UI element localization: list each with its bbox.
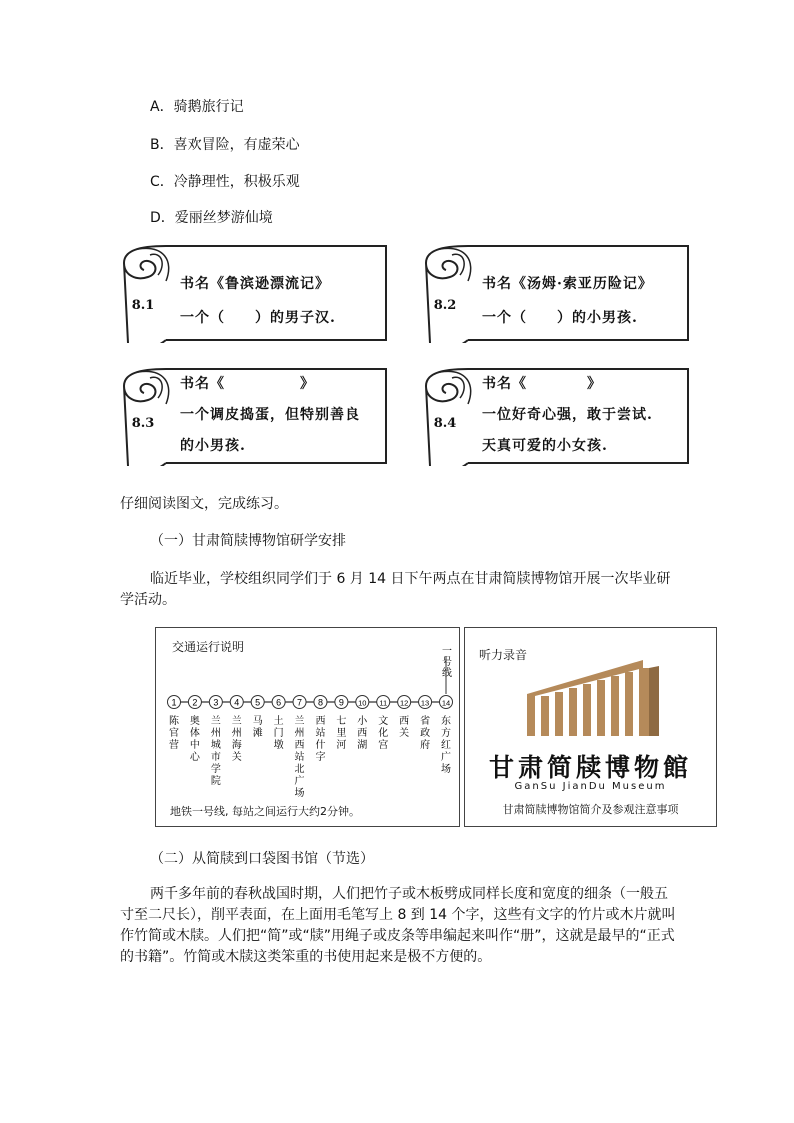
station-number: 13 xyxy=(420,698,430,708)
station-number: 11 xyxy=(379,698,388,708)
station-name-char: 北 xyxy=(294,764,305,775)
station-name-char: 站 xyxy=(315,728,326,739)
option-c: C．冷静理性，积极乐观 xyxy=(150,174,300,190)
station-name-char: 体 xyxy=(189,728,200,739)
station-name-char: 湖 xyxy=(357,740,368,751)
card-number: 8.3 xyxy=(131,416,155,431)
station-name-char: 兰 xyxy=(231,716,242,727)
card-line: 一个（ ）的小男孩. xyxy=(482,310,638,326)
station-name-char: 兰 xyxy=(210,716,221,727)
station-name-char: 西 xyxy=(357,728,368,739)
section1-body: 临近毕业，学校组织同学们于 6 月 14 日下午两点在甘肃简牍博物馆开展一次毕业研学活动。 xyxy=(120,571,671,608)
station-number: 10 xyxy=(358,698,367,708)
option-a: A．骑鹅旅行记 xyxy=(150,99,244,115)
card-line: 一个（ ）的男子汉. xyxy=(180,310,336,326)
card-line: 的小男孩. xyxy=(180,438,246,454)
station-name-char: 河 xyxy=(336,740,347,751)
scroll-card-8-4 xyxy=(420,366,690,466)
station-number: 8 xyxy=(317,697,323,708)
card-number: 8.1 xyxy=(131,298,155,313)
station-name-char: 奥 xyxy=(189,716,200,727)
audio-caption: 甘肃简牍博物馆简介及参观注意事项 xyxy=(502,803,679,816)
line-label: 一号线 xyxy=(442,646,452,679)
station-number: 7 xyxy=(297,697,303,708)
station-name-char: 西 xyxy=(399,716,410,727)
station-name-char: 红 xyxy=(441,740,451,751)
station-number: 2 xyxy=(192,697,198,708)
station-name-char: 广 xyxy=(294,776,305,787)
station-name-char: 字 xyxy=(315,752,326,763)
card-line: 一个调皮捣蛋，但特别善良 xyxy=(180,407,360,423)
transit-info-box xyxy=(155,627,460,827)
station-name-char: 州 xyxy=(210,728,221,739)
station-name-char: 政 xyxy=(420,728,431,739)
section1-heading: （一）甘肃简牍博物馆研学安排 xyxy=(150,533,346,549)
station-name-char: 场 xyxy=(294,788,305,799)
section2-body: 两千多年前的春秋战国时期，人们把竹子或木板劈成同样长度和宽度的细条（一般五寸至二尺长），削平表面，在上面用毛笔写上 8 到 14 个字，这些有文字的竹片或木片就叫作竹简或木牍。人们把“简”或“牍”用绳子或皮条等串编起来叫作“册”，这就是最早的“正式的书籍”。竹简或木牍这类笨重的书使用起来是极不方便的。 xyxy=(120,886,676,965)
museum-logo-cn: 甘肃简牍博物館 xyxy=(488,753,692,782)
station-name-char: 什 xyxy=(315,740,326,751)
instruction-text: 仔细阅读图文，完成练习。 xyxy=(120,496,288,512)
station-number: 12 xyxy=(399,698,409,708)
station-name-char: 墩 xyxy=(273,740,284,751)
station-name-char: 土 xyxy=(273,716,284,727)
station-name-char: 城 xyxy=(210,740,221,751)
station-name-char: 西 xyxy=(294,740,305,751)
transit-title: 交通运行说明 xyxy=(172,640,245,654)
station-name-char: 州 xyxy=(294,728,305,739)
scroll-card-8-3 xyxy=(118,366,388,466)
museum-logo-en: GanSu JianDu Museum xyxy=(514,781,667,792)
card-line: 书名《 》 xyxy=(482,376,602,392)
station-name-char: 中 xyxy=(189,740,200,751)
station-number: 5 xyxy=(255,697,261,708)
station-name-char: 关 xyxy=(231,752,242,763)
station-name-char: 营 xyxy=(169,740,179,751)
station-name-char: 场 xyxy=(441,764,451,775)
station-number: 1 xyxy=(171,697,177,708)
card-line: 书名《汤姆·索亚历险记》 xyxy=(482,276,653,292)
station-name-char: 省 xyxy=(420,716,431,727)
station-name-char: 关 xyxy=(399,728,410,739)
card-line: 书名《鲁滨逊漂流记》 xyxy=(180,276,330,292)
scroll-outline-icon xyxy=(118,243,388,343)
station-name-char: 文 xyxy=(378,716,389,727)
station-number: 9 xyxy=(338,697,344,708)
station-name-char: 陈 xyxy=(169,716,179,727)
card-number: 8.2 xyxy=(433,298,457,313)
museum-building-logo xyxy=(525,654,665,744)
station-name-char: 心 xyxy=(189,752,200,763)
option-d: D．爱丽丝梦游仙境 xyxy=(150,210,273,226)
scroll-card-8-1 xyxy=(118,243,388,343)
station-name-char: 广 xyxy=(441,752,451,763)
transit-note: 地铁一号线, 每站之间运行大约2分钟。 xyxy=(170,805,360,818)
section2-heading: （二）从简牍到口袋图书馆（节选） xyxy=(150,851,374,867)
station-number: 3 xyxy=(213,697,219,708)
station-name-char: 宫 xyxy=(378,740,389,751)
station-name-char: 州 xyxy=(231,728,242,739)
station-name-char: 学 xyxy=(210,764,221,775)
card-line: 一位好奇心强，敢于尝试. xyxy=(482,407,653,423)
station-name-char: 站 xyxy=(294,752,305,763)
station-name-char: 里 xyxy=(336,728,347,739)
station-name-char: 官 xyxy=(169,728,179,739)
station-number: 14 xyxy=(441,698,451,708)
audio-title: 听力录音 xyxy=(479,648,528,662)
station-number: 6 xyxy=(276,697,282,708)
station-name-char: 市 xyxy=(210,752,221,763)
card-line: 书名《 》 xyxy=(180,376,315,392)
station-name-char: 院 xyxy=(210,776,221,787)
metro-line-diagram xyxy=(156,628,459,826)
station-name-char: 化 xyxy=(378,728,389,739)
option-b: B．喜欢冒险，有虚荣心 xyxy=(150,137,300,153)
station-name-char: 马 xyxy=(252,716,263,727)
station-name-char: 七 xyxy=(336,716,347,727)
station-name-char: 门 xyxy=(273,728,284,739)
station-number: 4 xyxy=(234,697,240,708)
station-name-char: 小 xyxy=(357,716,368,727)
audio-info-box xyxy=(464,627,717,827)
station-name-char: 方 xyxy=(441,728,451,739)
station-name-char: 海 xyxy=(231,740,242,751)
card-number: 8.4 xyxy=(433,416,457,431)
station-name-char: 府 xyxy=(420,740,431,751)
station-name-char: 兰 xyxy=(294,716,305,727)
card-line: 天真可爱的小女孩. xyxy=(482,438,608,454)
scroll-outline-icon xyxy=(420,243,690,343)
station-name-char: 滩 xyxy=(252,728,263,739)
station-name-char: 西 xyxy=(315,716,326,727)
station-name-char: 东 xyxy=(441,716,451,727)
scroll-card-8-2 xyxy=(420,243,690,343)
